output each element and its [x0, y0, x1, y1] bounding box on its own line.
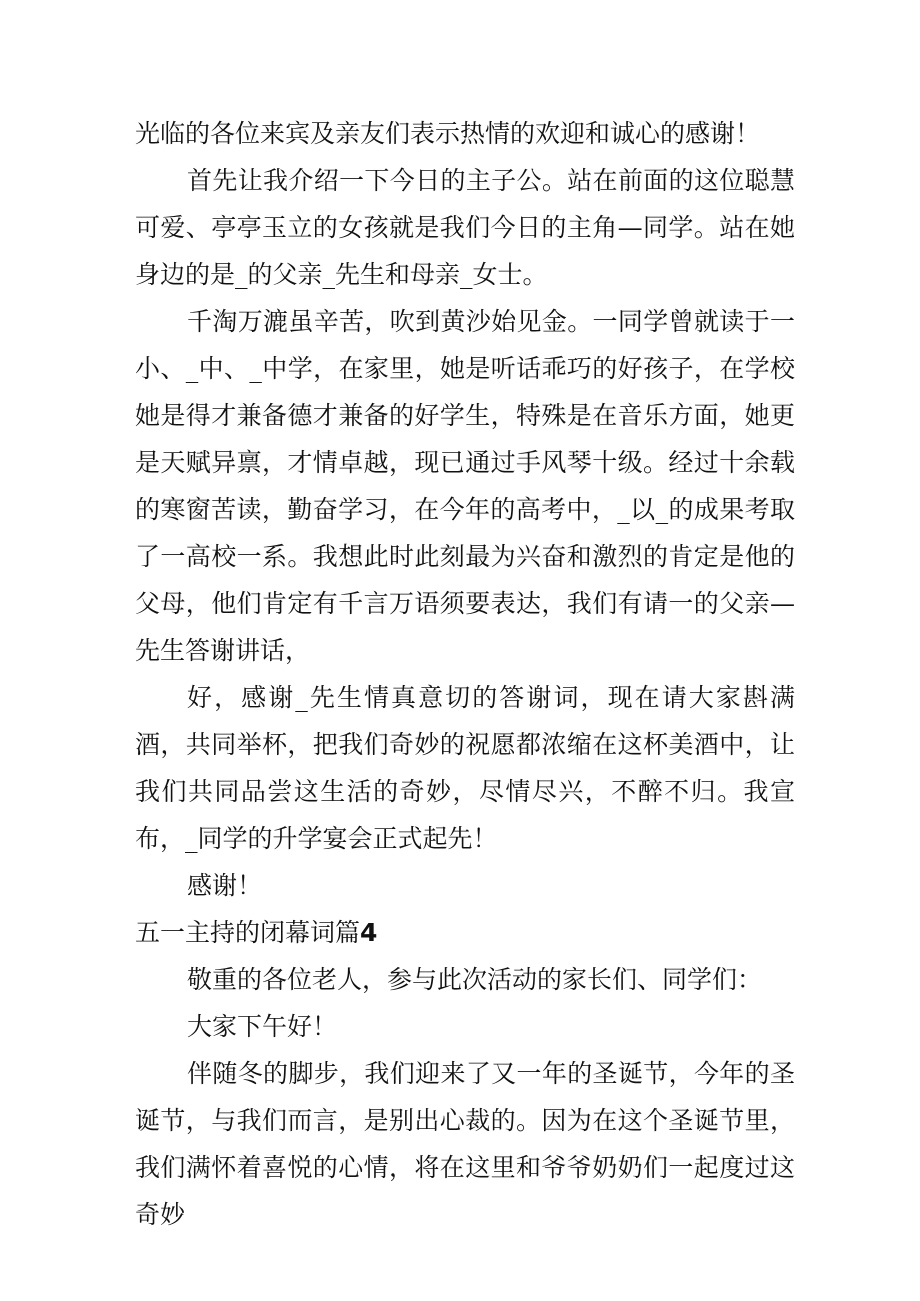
- paragraph-thanks: 感谢！: [187, 871, 263, 900]
- paragraph-salutation: 敬重的各位老人，参与此次活动的家长们、同学们：: [187, 965, 763, 994]
- section-heading-text: 五一主持的闭幕词篇: [135, 918, 361, 947]
- paragraph-greeting: 大家下午好！: [187, 1012, 338, 1041]
- paragraph-achievements: 千淘万漉虽辛苦，吹到黄沙始见金。一同学曾就读于一小、_中、_中学，在家里，她是听话乖巧的好孩子，在学校她是得才兼备德才兼备的好学生，特殊是在音乐方面，她更是天赋异禀，才情卓越，现已通过手风琴十级。经过十余载的寒窗苦读，勤奋学习，在今年的高考中，_以_的成果考取了一高校一系。我想此时此刻最为兴奋和激烈的肯定是他的父母，他们肯定有千言万语须要表达，我们有请一的父亲—先生答谢讲话，: [135, 307, 795, 665]
- paragraph-toast: 好，感谢_先生情真意切的答谢词，现在请大家斟满酒，共同举杯，把我们奇妙的祝愿都浓缩在这杯美酒中，让我们共同品尝这生活的奇妙，尽情尽兴，不醉不归。我宣布，_同学的升学宴会正式起先！: [135, 683, 795, 853]
- paragraph-welcome: 光临的各位来宾及亲友们表示热情的欢迎和诚心的感谢！: [135, 119, 761, 148]
- paragraph-christmas: 伴随冬的脚步，我们迎来了又一年的圣诞节，今年的圣诞节，与我们而言，是别出心裁的。因为在这个圣诞节里，我们满怀着喜悦的心情，将在这里和爷爷奶奶们一起度过这奇妙: [135, 1059, 795, 1229]
- section-heading-number: 4: [360, 918, 378, 947]
- paragraph-introduction: 首先让我介绍一下今日的主子公。站在前面的这位聪慧可爱、亭亭玉立的女孩就是我们今日的主角—同学。站在她身边的是_的父亲_先生和母亲_女士。: [135, 166, 795, 289]
- document-body: [135, 110, 795, 1238]
- section-heading: [135, 909, 795, 956]
